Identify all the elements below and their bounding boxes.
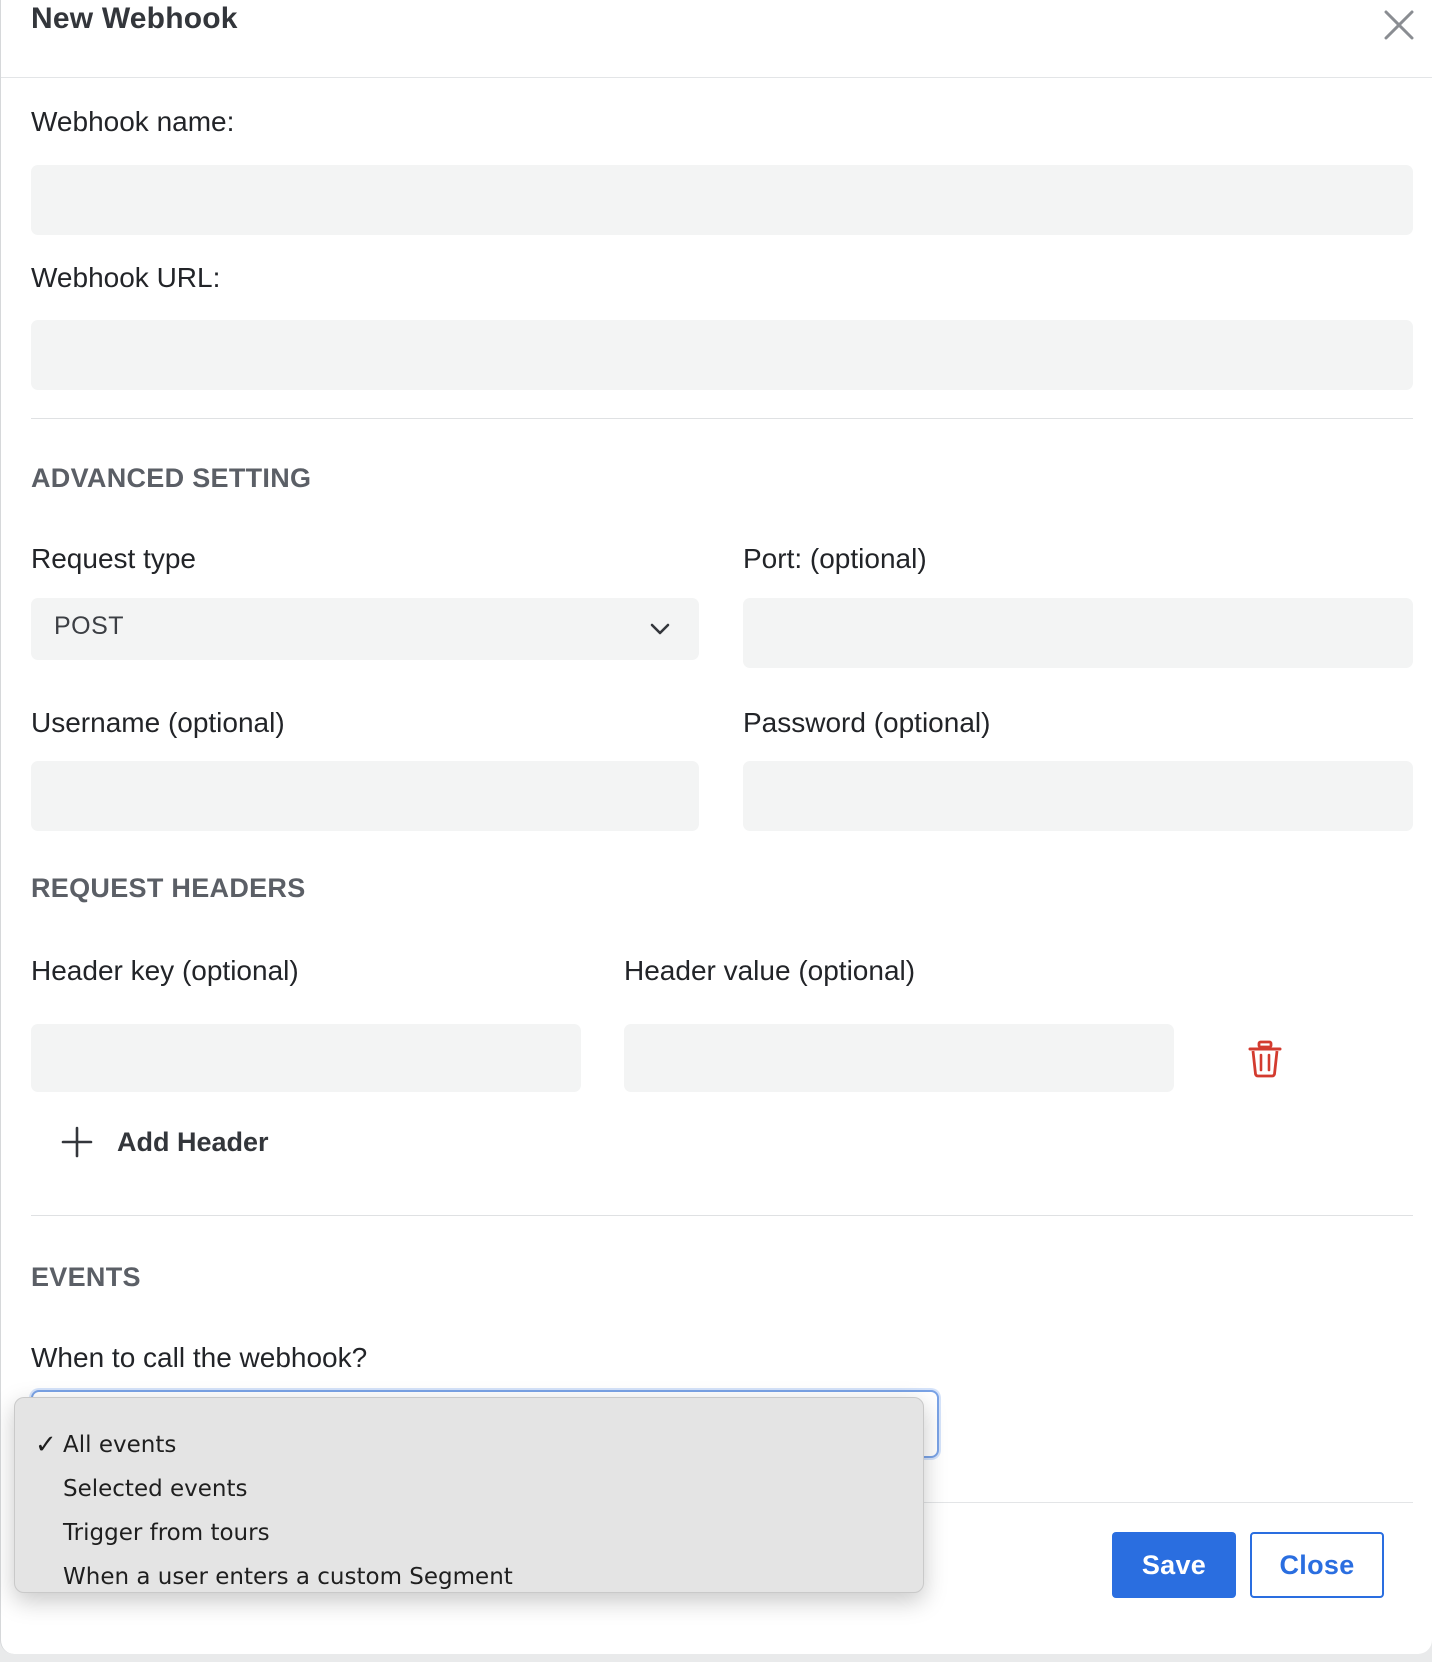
dropdown-option-all-events[interactable] [15, 1426, 923, 1470]
dialog-header [1, 0, 1432, 78]
request-type-value: POST [54, 612, 125, 640]
save-button[interactable]: Save [1112, 1532, 1236, 1598]
option-label: All events [63, 1432, 177, 1458]
dropdown-option-selected-events[interactable] [15, 1470, 923, 1514]
webhook-name-label: Webhook name: [31, 106, 235, 137]
close-button[interactable]: Close [1250, 1532, 1384, 1598]
option-label: When a user enters a custom Segment [63, 1564, 513, 1590]
header-key-input[interactable] [31, 1024, 581, 1092]
username-label: Username (optional) [31, 707, 285, 738]
plus-icon [61, 1126, 93, 1158]
section-divider [31, 418, 1413, 419]
events-dropdown-menu [14, 1397, 924, 1593]
webhook-url-input[interactable] [31, 320, 1413, 390]
header-value-label: Header value (optional) [624, 955, 916, 986]
header-value-input[interactable] [624, 1024, 1174, 1092]
advanced-setting-heading: ADVANCED SETTING [31, 463, 312, 493]
option-label: Selected events [63, 1476, 248, 1502]
events-heading: EVENTS [31, 1262, 141, 1292]
webhook-name-input[interactable] [31, 165, 1413, 235]
request-type-label: Request type [31, 543, 196, 574]
password-label: Password (optional) [743, 707, 991, 738]
close-icon[interactable] [1382, 8, 1416, 42]
port-label: Port: (optional) [743, 543, 927, 574]
add-header-button[interactable] [61, 1120, 269, 1164]
port-input[interactable] [743, 598, 1413, 668]
password-input[interactable] [743, 761, 1413, 831]
dropdown-option-trigger-from-tours[interactable] [15, 1514, 923, 1558]
request-type-select[interactable] [31, 598, 699, 660]
checkmark-icon: ✓ [35, 1430, 57, 1460]
dropdown-option-custom-segment[interactable] [15, 1558, 923, 1602]
when-to-call-label: When to call the webhook? [31, 1342, 368, 1373]
webhook-url-label: Webhook URL: [31, 262, 221, 293]
add-header-label: Add Header [117, 1126, 269, 1157]
chevron-down-icon [649, 618, 671, 640]
username-input[interactable] [31, 761, 699, 831]
footer-divider [921, 1502, 1413, 1503]
section-divider [31, 1215, 1413, 1216]
request-headers-heading: REQUEST HEADERS [31, 873, 306, 903]
dialog-title: New Webhook [31, 2, 238, 35]
header-key-label: Header key (optional) [31, 955, 299, 986]
option-label: Trigger from tours [63, 1520, 270, 1546]
trash-icon[interactable] [1248, 1040, 1282, 1078]
